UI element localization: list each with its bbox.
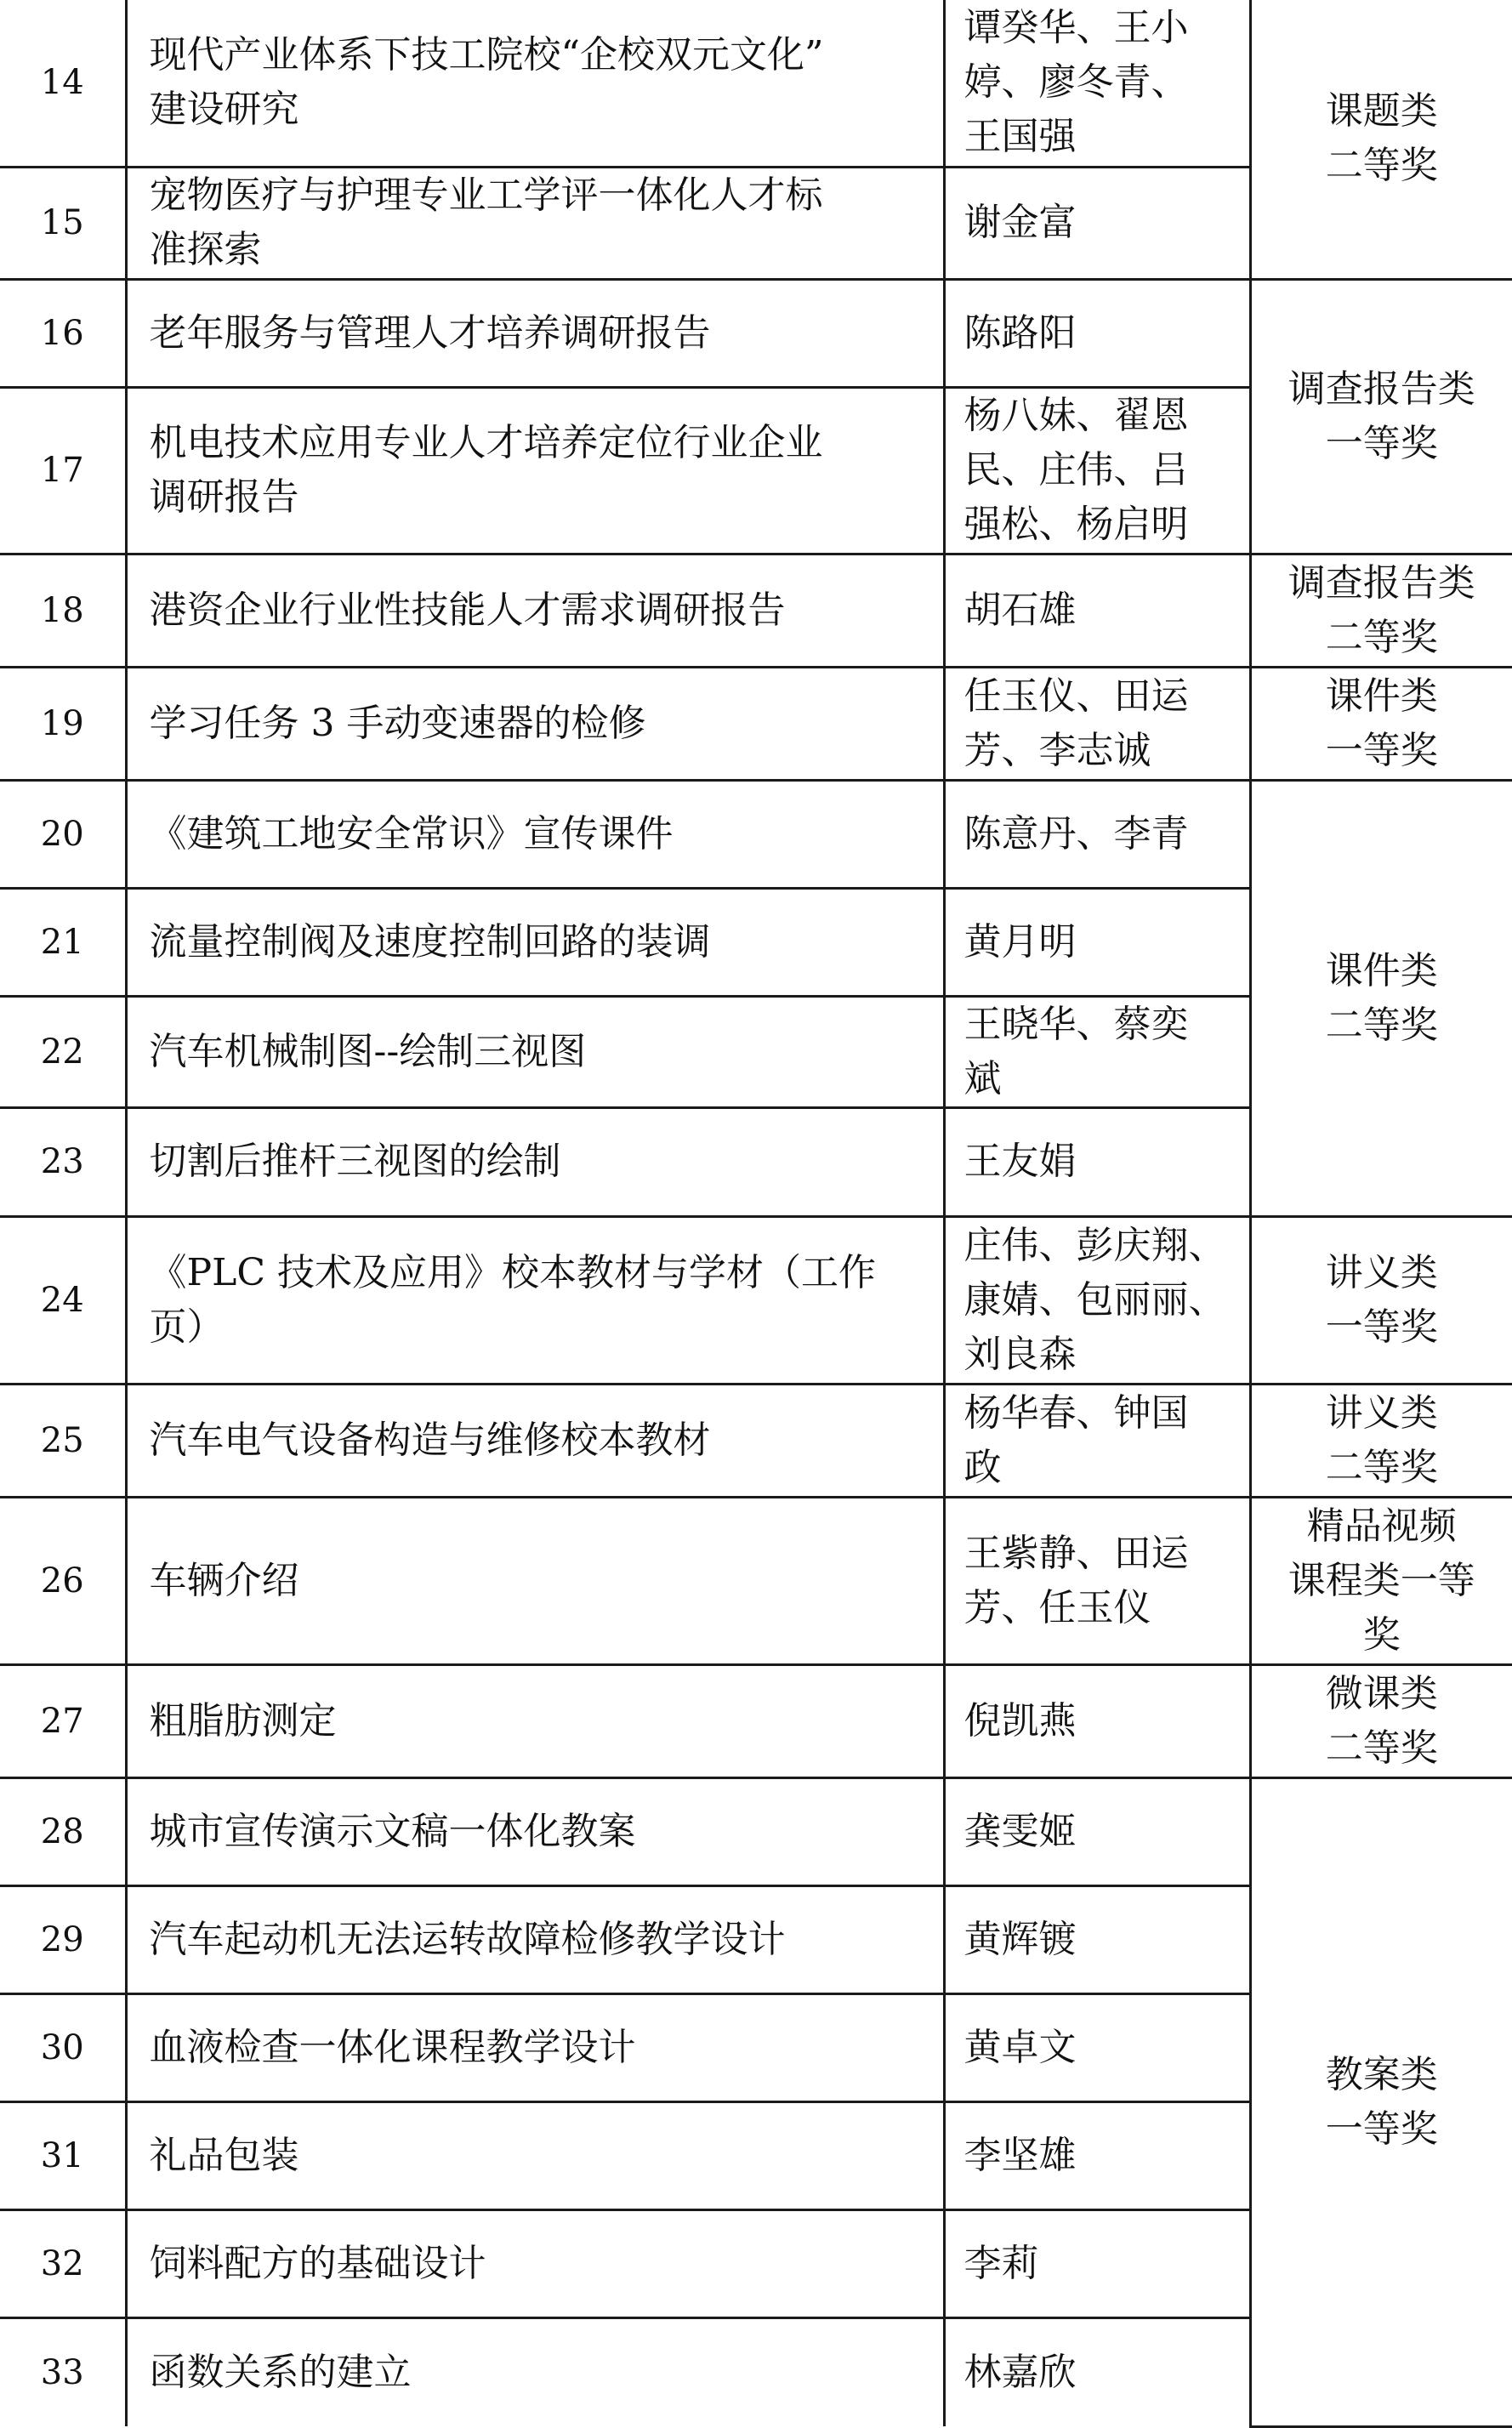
project-title: 车辆介绍 <box>126 1497 944 1664</box>
project-title: 《PLC 技术及应用》校本教材与学材（工作 页） <box>126 1216 944 1384</box>
project-title: 老年服务与管理人才培养调研报告 <box>126 279 944 387</box>
authors: 庄伟、彭庆翔、 康婧、包丽丽、 刘良森 <box>944 1216 1250 1384</box>
table-row <box>0 1777 1512 1885</box>
authors: 陈意丹、李青 <box>944 780 1250 888</box>
authors: 倪凯燕 <box>944 1664 1250 1777</box>
award-level: 课题类 二等奖 <box>1250 0 1512 279</box>
authors: 李莉 <box>944 2209 1250 2317</box>
project-title: 粗脂肪测定 <box>126 1664 944 1777</box>
authors: 杨华春、钟国 政 <box>944 1384 1250 1497</box>
table-row <box>0 1216 1512 1384</box>
row-number: 15 <box>0 167 126 279</box>
table-row <box>0 554 1512 667</box>
project-title: 汽车电气设备构造与维修校本教材 <box>126 1384 944 1497</box>
project-title: 切割后推杆三视图的绘制 <box>126 1107 944 1216</box>
authors: 陈路阳 <box>944 279 1250 387</box>
project-title: 城市宣传演示文稿一体化教案 <box>126 1777 944 1885</box>
row-number: 14 <box>0 0 126 167</box>
table-row <box>0 1384 1512 1497</box>
row-number: 22 <box>0 996 126 1107</box>
row-number: 28 <box>0 1777 126 1885</box>
authors: 王晓华、蔡奕 斌 <box>944 996 1250 1107</box>
authors: 谭癸华、王小 婷、廖冬青、 王国强 <box>944 0 1250 167</box>
authors: 胡石雄 <box>944 554 1250 667</box>
award-level: 教案类 一等奖 <box>1250 1777 1512 2426</box>
project-title: 机电技术应用专业人才培养定位行业企业 调研报告 <box>126 387 944 554</box>
project-title: 流量控制阀及速度控制回路的装调 <box>126 888 944 996</box>
row-number: 19 <box>0 667 126 780</box>
row-number: 25 <box>0 1384 126 1497</box>
project-title: 现代产业体系下技工院校“企校双元文化” 建设研究 <box>126 0 944 167</box>
project-title: 血液检查一体化课程教学设计 <box>126 1993 944 2101</box>
authors: 李坚雄 <box>944 2101 1250 2209</box>
award-level: 课件类 一等奖 <box>1250 667 1512 780</box>
award-level: 课件类 二等奖 <box>1250 780 1512 1216</box>
award-level: 微课类 二等奖 <box>1250 1664 1512 1777</box>
project-title: 港资企业行业性技能人才需求调研报告 <box>126 554 944 667</box>
authors: 黄月明 <box>944 888 1250 996</box>
authors: 龚雯姬 <box>944 1777 1250 1885</box>
authors: 林嘉欣 <box>944 2317 1250 2426</box>
authors: 谢金富 <box>944 167 1250 279</box>
row-number: 24 <box>0 1216 126 1384</box>
award-level: 调查报告类 二等奖 <box>1250 554 1512 667</box>
table-row <box>0 1664 1512 1777</box>
row-number: 33 <box>0 2317 126 2426</box>
table-row <box>0 1497 1512 1664</box>
row-number: 16 <box>0 279 126 387</box>
table-row <box>0 0 1512 167</box>
authors: 黄卓文 <box>944 1993 1250 2101</box>
project-title: 宠物医疗与护理专业工学评一体化人才标 准探索 <box>126 167 944 279</box>
row-number: 21 <box>0 888 126 996</box>
authors: 王友娟 <box>944 1107 1250 1216</box>
row-number: 31 <box>0 2101 126 2209</box>
row-number: 26 <box>0 1497 126 1664</box>
award-level: 精品视频 课程类一等 奖 <box>1250 1497 1512 1664</box>
award-level: 讲义类 一等奖 <box>1250 1216 1512 1384</box>
row-number: 27 <box>0 1664 126 1777</box>
authors: 黄辉镀 <box>944 1885 1250 1993</box>
project-title: 学习任务 3 手动变速器的检修 <box>126 667 944 780</box>
row-number: 18 <box>0 554 126 667</box>
row-number: 17 <box>0 387 126 554</box>
project-title: 《建筑工地安全常识》宣传课件 <box>126 780 944 888</box>
authors: 杨八妹、翟恩 民、庄伟、吕 强松、杨启明 <box>944 387 1250 554</box>
award-level: 讲义类 二等奖 <box>1250 1384 1512 1497</box>
row-number: 32 <box>0 2209 126 2317</box>
row-number: 30 <box>0 1993 126 2101</box>
row-number: 20 <box>0 780 126 888</box>
row-number: 23 <box>0 1107 126 1216</box>
award-level: 调查报告类 一等奖 <box>1250 279 1512 554</box>
table-row <box>0 780 1512 888</box>
project-title: 汽车机械制图--绘制三视图 <box>126 996 944 1107</box>
authors: 王紫静、田运 芳、任玉仪 <box>944 1497 1250 1664</box>
project-title: 礼品包装 <box>126 2101 944 2209</box>
table-row <box>0 279 1512 387</box>
table-row <box>0 667 1512 780</box>
authors: 任玉仪、田运 芳、李志诚 <box>944 667 1250 780</box>
project-title: 汽车起动机无法运转故障检修教学设计 <box>126 1885 944 1993</box>
row-number: 29 <box>0 1885 126 1993</box>
project-title: 饲料配方的基础设计 <box>126 2209 944 2317</box>
project-title: 函数关系的建立 <box>126 2317 944 2426</box>
